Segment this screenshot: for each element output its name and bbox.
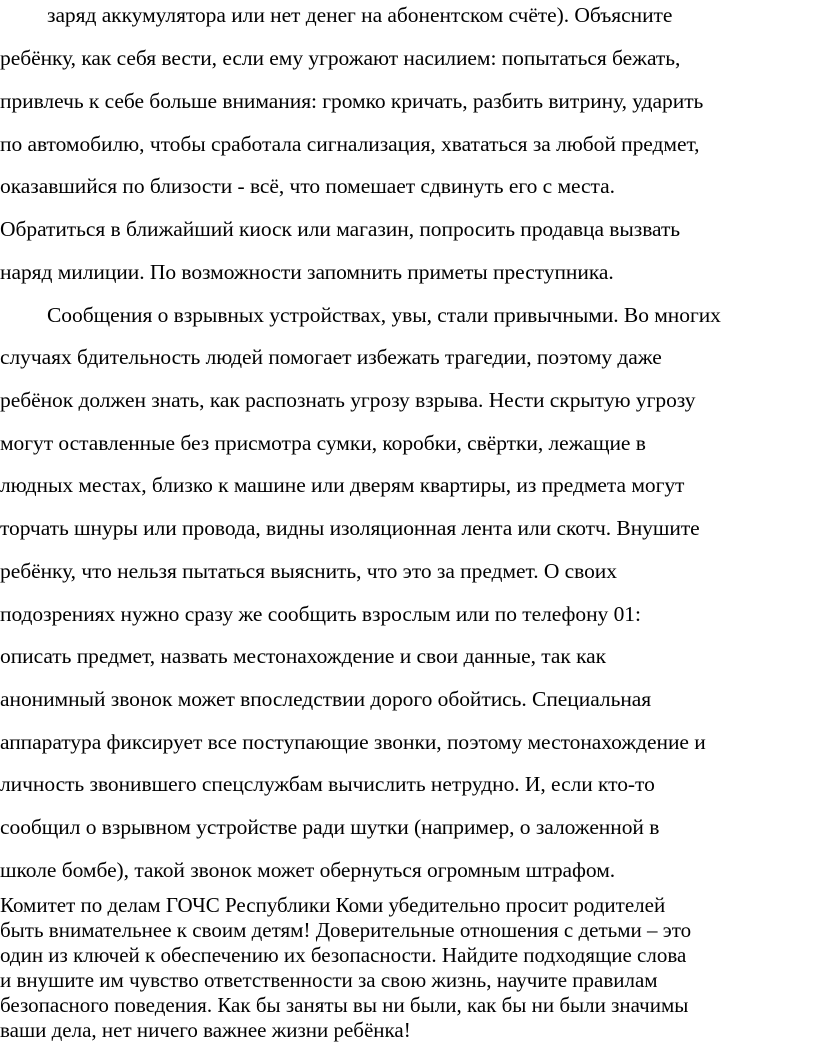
- text-line: привлечь к себе больше внимания: громко кричать, разбить витрину, ударить: [0, 89, 704, 113]
- text-line: ребёнку, как себя вести, если ему угрожают насилием: попытаться бежать,: [0, 46, 681, 70]
- text-line: по автомобилю, чтобы сработала сигнализация, хвататься за любой предмет,: [0, 132, 700, 156]
- text-line: школе бомбе), такой звонок может обернуться огромным штрафом.: [0, 858, 616, 882]
- text-line: ваши дела, нет ничего важнее жизни ребёнка!: [0, 1018, 411, 1042]
- text-line: ребёнок должен знать, как распознать угрозу взрыва. Нести скрытую угрозу: [0, 388, 696, 412]
- text-line: быть внимательнее к своим детям! Доверительные отношения с детьми – это: [0, 918, 692, 942]
- text-line: описать предмет, назвать местонахождение и свои данные, так как: [0, 644, 607, 668]
- text-line: Обратиться в ближайший киоск или магазин, попросить продавца вызвать: [0, 217, 681, 241]
- text-line: наряд милиции. По возможности запомнить приметы преступника.: [0, 260, 614, 284]
- text-line: сообщил о взрывном устройстве ради шутки (например, о заложенной в: [0, 815, 660, 839]
- text-line: и внушите им чувство ответственности за свою жизнь, научите правилам: [0, 968, 658, 992]
- text-line: подозрениях нужно сразу же сообщить взрослым или по телефону 01:: [0, 602, 641, 626]
- text-line: аппаратура фиксирует все поступающие звонки, поэтому местонахождение и: [0, 730, 706, 754]
- text-line: личность звонившего спецслужбам вычислить нетрудно. И, если кто-то: [0, 772, 655, 796]
- text-line: могут оставленные без присмотра сумки, коробки, свёртки, лежащие в: [0, 431, 646, 455]
- text-line: оказавшийся по близости - всё, что помешает сдвинуть его с места.: [0, 174, 615, 198]
- text-line: анонимный звонок может впоследствии дорого обойтись. Специальная: [0, 687, 652, 711]
- text-line: Комитет по делам ГОЧС Республики Коми убедительно просит родителей: [0, 893, 666, 917]
- text-line: заряд аккумулятора или нет денег на абонентском счёте). Объясните: [47, 3, 673, 27]
- text-line: Сообщения о взрывных устройствах, увы, стали привычными. Во многих: [47, 303, 721, 327]
- text-line: ребёнку, что нельзя пытаться выяснить, что это за предмет. О своих: [0, 559, 617, 583]
- text-line: один из ключей к обеспечению их безопасности. Найдите подходящие слова: [0, 943, 687, 967]
- text-line: людных местах, близко к машине или дверям квартиры, из предмета могут: [0, 473, 685, 497]
- text-line: случаях бдительность людей помогает избежать трагедии, поэтому даже: [0, 345, 662, 369]
- text-line: безопасного поведения. Как бы заняты вы ни были, как бы ни были значимы: [0, 993, 689, 1017]
- text-line: торчать шнуры или провода, видны изоляционная лента или скотч. Внушите: [0, 516, 700, 540]
